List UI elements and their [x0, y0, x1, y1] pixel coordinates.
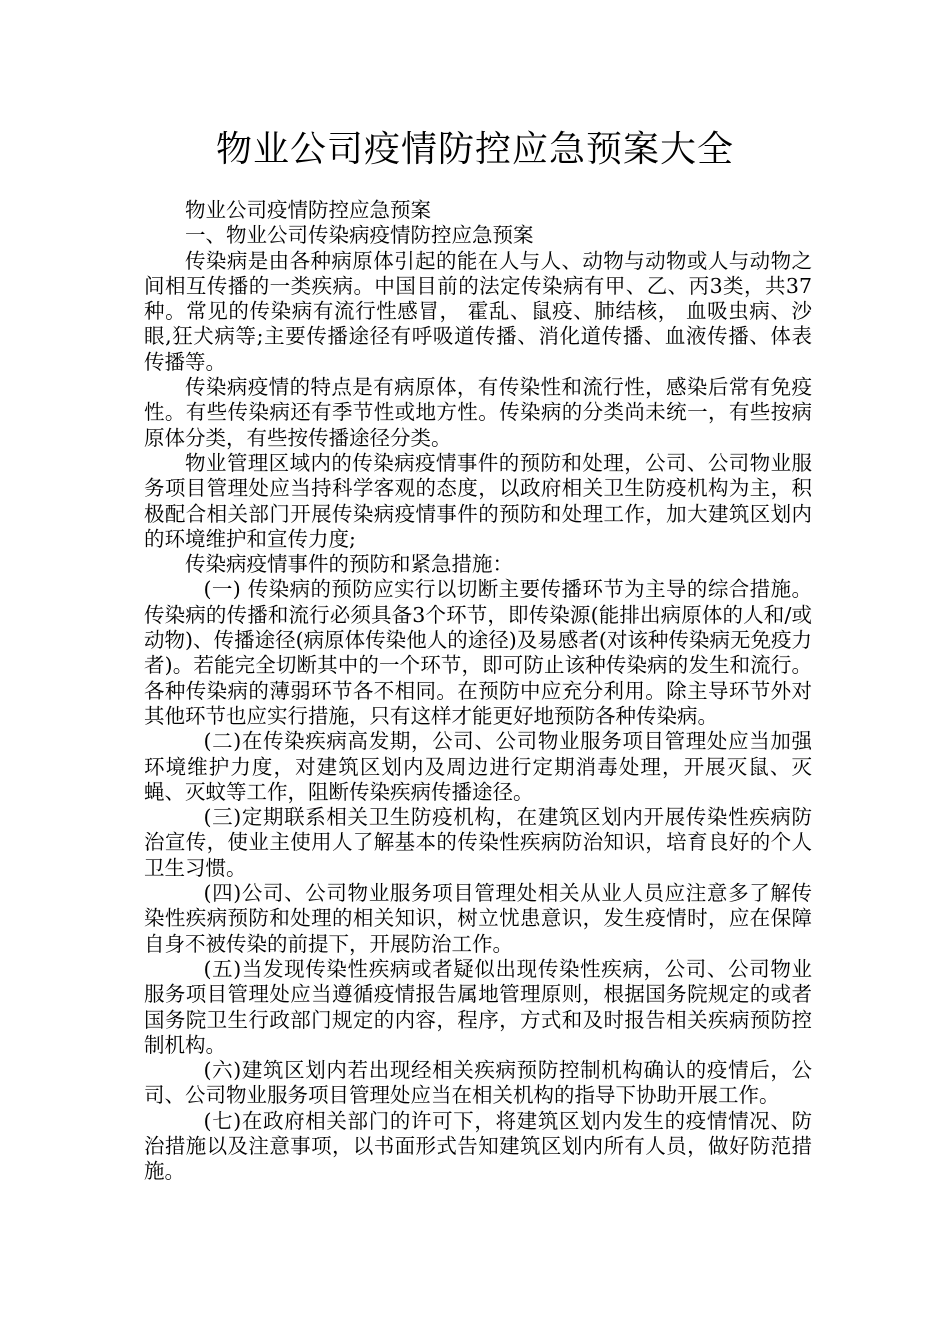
body-paragraph: 传染病疫情事件的预防和紧急措施： — [185, 552, 513, 577]
document-body — [144, 198, 812, 1185]
measure-item: (五)当发现传染性疾病或者疑似出现传染性疾病，公司、公司物业服务项目管理处应当遵循疫情报告属地管理原则，根据国务院规定的或者国务院卫生行政部门规定的内容，程序，方式和及时报告相关疾病预防控制机构。 — [144, 956, 812, 1057]
measure-item: (七)在政府相关部门的许可下，将建筑区划内发生的疫情情况、防治措施以及注意事项，以书面形式告知建筑区划内所有人员，做好防范措施。 — [144, 1108, 812, 1184]
body-paragraph: 传染病是由各种病原体引起的能在人与人、动物与动物或人与动物之间相互传播的一类疾病。中国目前的法定传染病有甲、乙、丙3类，共37种。常见的传染病有流行性感冒， 霍乱、鼠疫、肺结核， 血吸虫病、沙眼,狂犬病等;主要传播途径有呼吸道传播、消化道传播、血液传播、体表传播等。 — [144, 248, 812, 374]
document-title: 物业公司疫情防控应急预案大全 — [215, 129, 734, 170]
section-heading: 物业公司疫情防控应急预案 — [185, 198, 431, 222]
measure-item: (一) 传染病的预防应实行以切断主要传播环节为主导的综合措施。传染病的传播和流行必须具备3个环节，即传染源(能排出病原体的人和/或动物)、传播途径(病原体传染他人的途径)及易感者(对该种传染病无免疫力者)。若能完全切断其中的一个环节，即可防止该种传染病的发生和流行。各种传染病的薄弱环节各不相同。在预防中应充分利用。除主导环节外对其他环节也应实行措施，只有这样才能更好地预防各种传染病。 — [144, 577, 812, 728]
section-heading: 一、物业公司传染病疫情防控应急预案 — [185, 223, 534, 248]
measure-item: (四)公司、公司物业服务项目管理处相关从业人员应注意多了解传染性疾病预防和处理的相关知识，树立忧患意识，发生疫情时，应在保障自身不被传染的前提下，开展防治工作。 — [144, 881, 812, 956]
measure-item: (二)在传染疾病高发期，公司、公司物业服务项目管理处应当加强环境维护力度，对建筑区划内及周边进行定期消毒处理，开展灭鼠、灭蝇、灭蚊等工作，阻断传染疾病传播途径。 — [144, 729, 812, 804]
measure-item: (三)定期联系相关卫生防疫机构，在建筑区划内开展传染性疾病防治宣传，使业主使用人了解基本的传染性疾病防治知识，培育良好的个人卫生习惯。 — [144, 805, 812, 880]
body-paragraph: 传染病疫情的特点是有病原体，有传染性和流行性，感染后常有免疫性。有些传染病还有季节性或地方性。传染病的分类尚未统一，有些按病原体分类，有些按传播途径分类。 — [144, 375, 812, 450]
body-paragraph: 物业管理区域内的传染病疫情事件的预防和处理，公司、公司物业服务项目管理处应当持科学客观的态度，以政府相关卫生防疫机构为主，积极配合相关部门开展传染病疫情事件的预防和处理工作，加大建筑区划内的环境维护和宣传力度; — [144, 450, 812, 551]
measure-item: (六)建筑区划内若出现经相关疾病预防控制机构确认的疫情后，公司、公司物业服务项目管理处应当在相关机构的指导下协助开展工作。 — [144, 1058, 812, 1108]
